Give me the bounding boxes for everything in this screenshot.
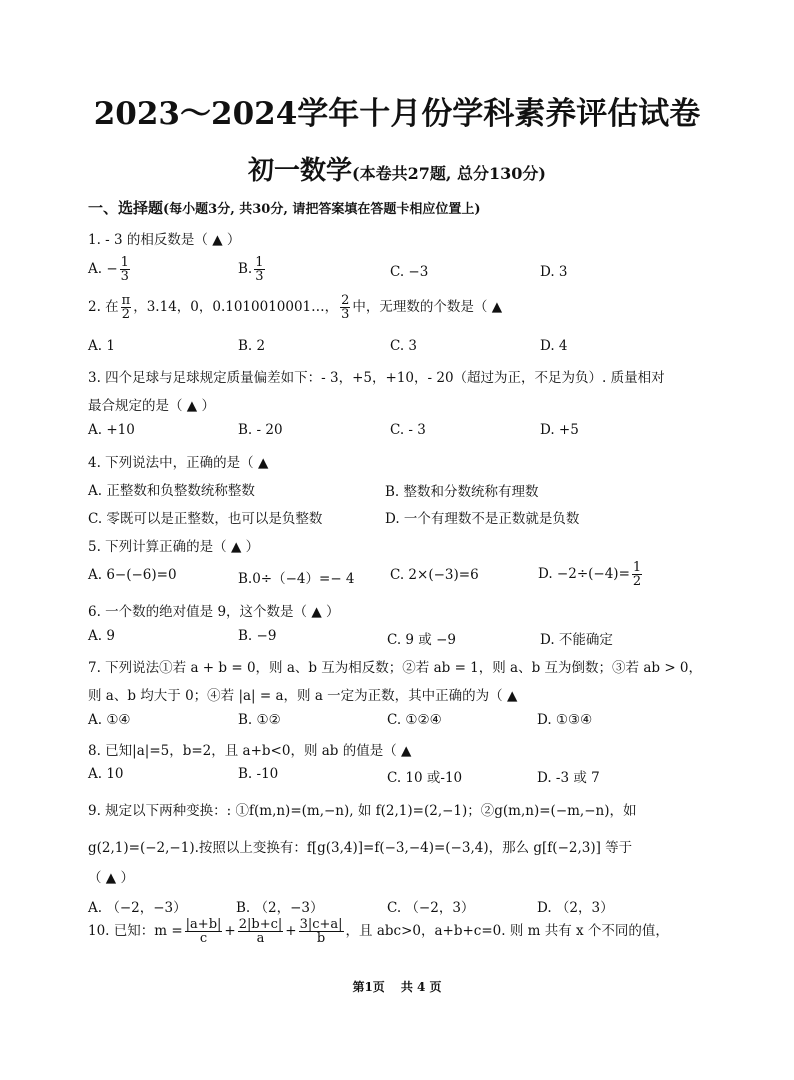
q2-pre: 2. 在 — [88, 299, 119, 315]
q1-option-a — [88, 256, 132, 283]
question-7-line-2: 则 a、b 均大于 0；④若 |a| = a，则 a 一定为正数，其中正确的为（ ▲ — [88, 688, 518, 704]
q2-pi-fraction — [121, 294, 132, 321]
subtitle-note: (本卷共27题, 总分130分) — [352, 164, 546, 183]
q1-a-fraction — [120, 256, 130, 283]
q10-pre: 10. 已知：m = — [88, 923, 183, 939]
q5-option-b: B.0÷（−4）=− 4 — [238, 571, 355, 587]
question-9-line-3: （ ▲ ） — [88, 870, 134, 886]
q1-a-prefix: A. − — [88, 261, 118, 277]
question-3-line-2: 最合规定的是（ ▲ ） — [88, 398, 215, 414]
page-total: 共 4 页 — [400, 980, 442, 994]
section-note: (每小题3分, 共30分, 请把答案填在答题卡相应位置上) — [163, 202, 481, 217]
q2-frac — [340, 294, 350, 321]
q9-option-b: B. （2，−3） — [236, 900, 324, 916]
q5-d-pre: D. −2÷(−4)= — [538, 566, 630, 582]
q2-post: 中，无理数的个数是（ ▲ — [352, 299, 503, 315]
q8-option-c: C. 10 或-10 — [387, 770, 463, 786]
q9-option-c: C. （−2，3） — [387, 900, 475, 916]
question-9-line-1: 9. 规定以下两种变换：: ①f(m,n)=(m,−n), 如 f(2,1)=(2,−1)；②g(m,n)=(−m,−n)，如 — [88, 803, 637, 819]
q1-b-prefix: B. — [238, 261, 253, 277]
question-4: 4. 下列说法中，正确的是（ ▲ — [88, 455, 269, 471]
q7-option-d: D. ①③④ — [537, 712, 593, 728]
q4-option-d: D. 一个有理数不是正数就是负数 — [385, 511, 580, 527]
q1-b-den: 3 — [255, 269, 264, 284]
subject-label: 初一数学 — [248, 156, 353, 186]
q4-option-b: B. 整数和分数统称有理数 — [385, 484, 539, 500]
q1-b-num: 1 — [255, 255, 264, 270]
question-8: 8. 已知|a|=5，b=2，且 a+b<0，则 ab 的值是（ ▲ — [88, 743, 412, 759]
q7-option-b: B. ①② — [238, 712, 281, 728]
section-heading — [88, 197, 481, 218]
q2-mid: ，3.14，0，0.1010010001…， — [133, 299, 339, 315]
q4-option-a: A. 正整数和负整数统称整数 — [88, 483, 255, 499]
q6-option-c: C. 9 或 −9 — [387, 632, 457, 648]
q2-pi-den: 2 — [121, 307, 131, 322]
q10-plus-1: + — [224, 923, 236, 939]
q10-fraction-2 — [238, 918, 284, 945]
q1-b-fraction — [254, 256, 264, 283]
q5-option-d — [538, 561, 644, 588]
question-2 — [88, 294, 502, 321]
exam-subtitle — [0, 150, 794, 187]
q6-option-d: D. 不能确定 — [540, 632, 613, 648]
q8-option-a: A. 10 — [88, 766, 124, 782]
q5-option-c: C. 2×(−3)=6 — [390, 567, 479, 583]
page-footer — [0, 978, 794, 995]
q1-a-den: 3 — [120, 269, 129, 284]
q10-plus-2: + — [285, 923, 297, 939]
q7-option-a: A. ①④ — [88, 712, 131, 728]
q4-option-c: C. 零既可以是正整数，也可以是负整数 — [88, 511, 323, 527]
q2-option-c: C. 3 — [390, 338, 418, 354]
section-label: 一、选择题 — [88, 199, 164, 217]
q10-f2-num: 2|b+c| — [238, 917, 283, 932]
question-10 — [88, 918, 669, 945]
q9-option-a: A. （−2，−3） — [88, 900, 187, 916]
q6-option-a: A. 9 — [88, 628, 115, 644]
q2-pi-num: π — [121, 293, 131, 308]
q2-option-b: B. 2 — [238, 338, 266, 354]
q5-d-fraction — [632, 561, 642, 588]
q6-option-b: B. −9 — [238, 628, 277, 644]
q5-d-den: 2 — [632, 574, 642, 589]
q8-option-d: D. -3 或 7 — [537, 770, 600, 786]
q5-option-a: A. 6−(−6)=0 — [88, 567, 177, 583]
q3-option-d: D. +5 — [540, 422, 579, 438]
q1-option-c: C. −3 — [390, 264, 429, 280]
q1-option-d: D. 3 — [540, 264, 568, 280]
question-5: 5. 下列计算正确的是（ ▲ ） — [88, 539, 260, 555]
q7-option-c: C. ①②④ — [387, 712, 442, 728]
q8-option-b: B. -10 — [238, 766, 279, 782]
q1-option-b — [238, 256, 267, 283]
q2-f-den: 3 — [341, 307, 350, 322]
q1-a-num: 1 — [120, 255, 129, 270]
q10-fraction-1 — [185, 918, 223, 945]
q5-d-num: 1 — [632, 560, 642, 575]
q10-fraction-3 — [299, 918, 344, 945]
q10-f3-den: b — [316, 931, 326, 946]
q10-f1-num: |a+b| — [185, 917, 222, 932]
page-number: 第1页 — [352, 980, 385, 994]
question-3-line-1: 3. 四个足球与足球规定质量偏差如下：- 3，+5，+10，- 20（超过为正，不足为负）. 质量相对 — [88, 370, 665, 386]
question-9-line-2: g(2,1)=(−2,−1).按照以上变换有：f[g(3,4)]=f(−3,−4)=(−3,4)，那么 g[f(−2,3)] 等于 — [88, 840, 633, 856]
question-6: 6. 一个数的绝对值是 9，这个数是（ ▲ ） — [88, 604, 340, 620]
q10-f3-num: 3|c+a| — [299, 917, 343, 932]
exam-title: 2023～2024学年十月份学科素养评估试卷 — [93, 96, 701, 132]
question-1: 1. - 3 的相反数是（ ▲ ） — [88, 232, 241, 248]
q3-option-b: B. - 20 — [238, 422, 283, 438]
q2-f-num: 2 — [341, 293, 350, 308]
q10-f2-den: a — [256, 931, 265, 946]
q10-post: ，且 abc>0，a+b+c=0. 则 m 共有 x 个不同的值， — [345, 923, 669, 939]
q2-option-d: D. 4 — [540, 338, 568, 354]
q3-option-c: C. - 3 — [390, 422, 426, 438]
q9-option-d: D. （2，3） — [537, 900, 614, 916]
question-7-line-1: 7. 下列说法①若 a + b = 0，则 a、b 互为相反数；②若 ab = 1，则 a、b 互为倒数；③若 ab > 0， — [88, 660, 703, 676]
q3-option-a: A. +10 — [88, 422, 135, 438]
q2-option-a: A. 1 — [88, 338, 115, 354]
q10-f1-den: c — [199, 931, 208, 946]
